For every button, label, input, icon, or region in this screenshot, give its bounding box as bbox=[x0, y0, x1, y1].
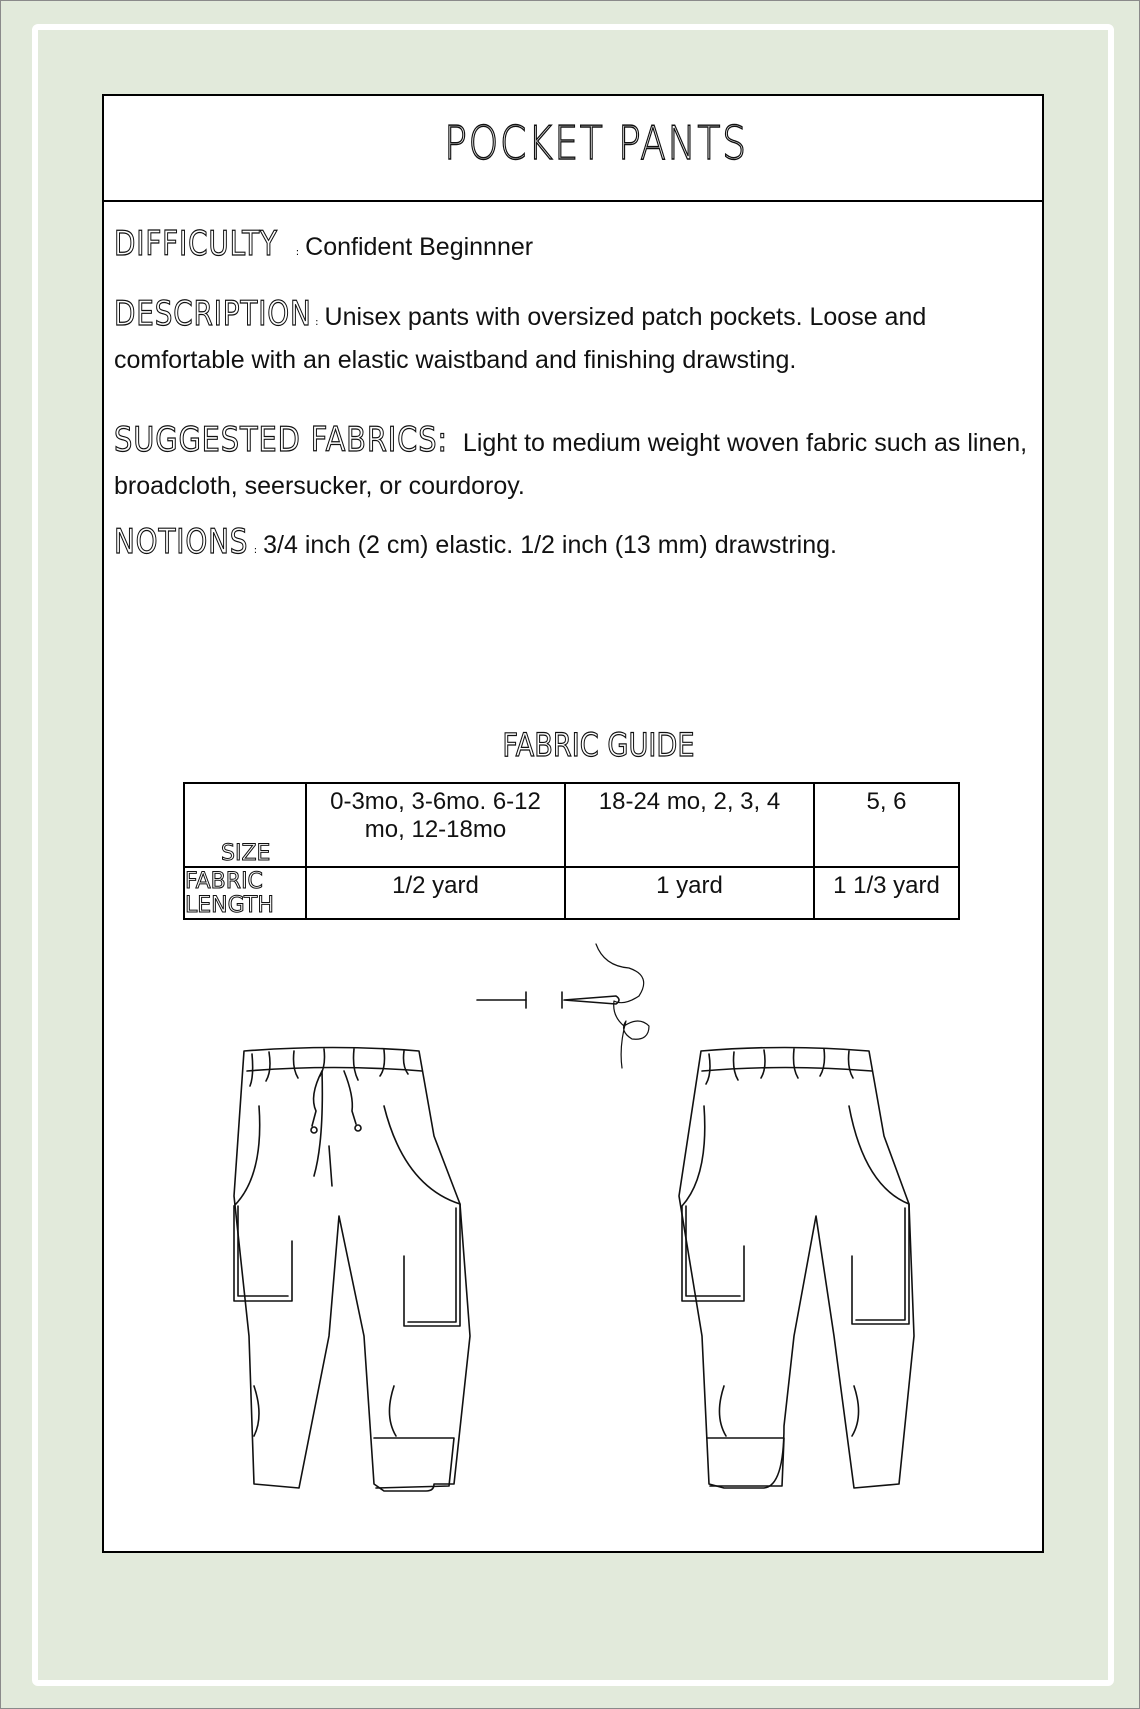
thread-icon bbox=[596, 944, 649, 1068]
fabrics-value: Light to medium weight woven fabric such as linen, broadcloth, seersucker, or courdoroy. bbox=[114, 429, 1028, 500]
length-cell: 1 yard bbox=[565, 867, 814, 919]
front-pants-icon bbox=[234, 1048, 470, 1492]
description-label: DESCRIPTION bbox=[114, 294, 312, 334]
fabric-guide-title: FABRIC GUIDE bbox=[502, 726, 695, 764]
back-pants-icon bbox=[679, 1048, 914, 1489]
fabrics-label: SUGGESTED FABRICS: bbox=[114, 420, 448, 460]
size-label: SIZE bbox=[221, 840, 271, 866]
difficulty-section: DIFFICULTY : Confident Beginnner bbox=[114, 218, 1034, 271]
difficulty-label: DIFFICULTY bbox=[114, 224, 278, 264]
length-cell: 1 1/3 yard bbox=[814, 867, 959, 919]
needle-icon bbox=[477, 992, 619, 1008]
fabric-label: FABRIC bbox=[185, 869, 263, 894]
description-section: DESCRIPTION : Unisex pants with oversized patch pockets. Loose and comfortable with an elastic waistband and finishing drawsting. bbox=[114, 288, 1034, 379]
notions-section: NOTIONS : 3/4 inch (2 cm) elastic. 1/2 inch (13 mm) drawstring. bbox=[114, 516, 1034, 569]
length-label: LENGTH bbox=[185, 893, 274, 919]
pants-illustration bbox=[104, 96, 1042, 1551]
page-title: POCKET PANTS bbox=[444, 116, 748, 170]
pattern-card bbox=[102, 94, 1044, 1553]
size-cell: 0-3mo, 3-6mo. 6-12 mo, 12-18mo bbox=[306, 783, 565, 867]
notions-label: NOTIONS bbox=[114, 522, 249, 562]
size-cell: 5, 6 bbox=[814, 783, 959, 867]
difficulty-value: Confident Beginnner bbox=[305, 233, 534, 261]
notions-value: 3/4 inch (2 cm) elastic. 1/2 inch (13 mm) drawstring. bbox=[263, 531, 837, 559]
size-cell: 18-24 mo, 2, 3, 4 bbox=[565, 783, 814, 867]
length-cell: 1/2 yard bbox=[306, 867, 565, 919]
description-value: Unisex pants with oversized patch pockets. Loose and comfortable with an elastic waistband and finishing drawsting. bbox=[114, 303, 927, 374]
